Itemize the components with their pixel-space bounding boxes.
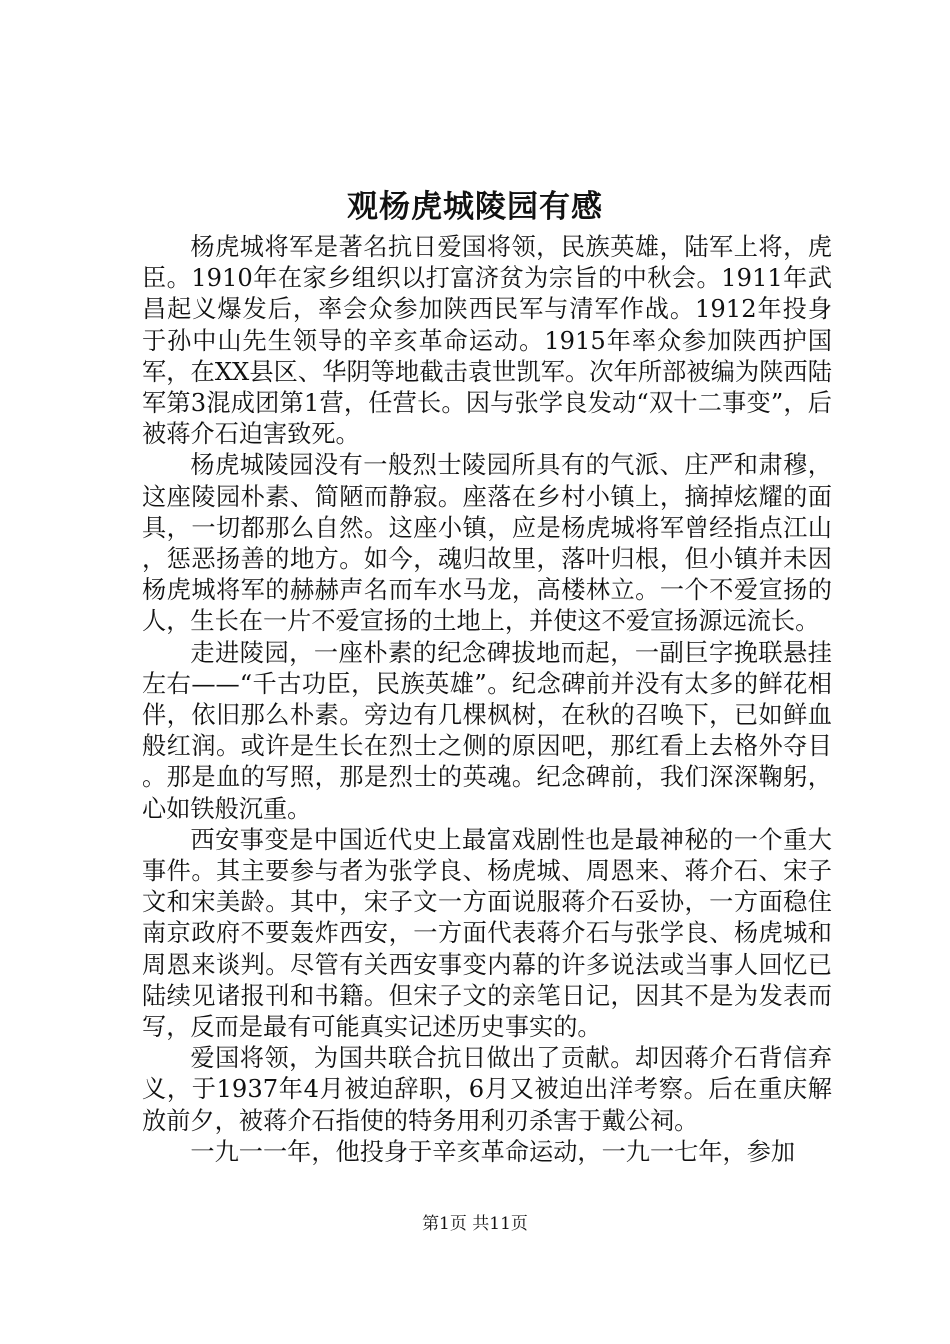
document-title: 观杨虎城陵园有感 <box>347 189 603 225</box>
document-body <box>142 232 832 1168</box>
paragraph: 爱国将领，为国共联合抗日做出了贡献。却因蒋介石背信弃义，于1937年4月被迫辞职，6月又被迫出洋考察。后在重庆解放前夕，被蒋介石指使的特务用利刃杀害于戴公祠。 <box>142 1044 832 1135</box>
paragraph: 杨虎城将军是著名抗日爱国将领，民族英雄，陆军上将，虎臣。1910年在家乡组织以打富济贫为宗旨的中秋会。1911年武昌起义爆发后，率会众参加陕西民军与清军作战。1912年投身于孙中山先生领导的辛亥革命运动。1915年率众参加陕西护国军，在XX县区、华阴等地截击袁世凯军。次年所部被编为陕西陆军第3混成团第1营，任营长。因与张学良发动“双十二事变”，后被蒋介石迫害致死。 <box>142 233 832 449</box>
paragraph: 一九一一年，他投身于辛亥革命运动，一九一七年，参加 <box>190 1137 796 1166</box>
paragraph: 杨虎城陵园没有一般烈士陵园所具有的气派、庄严和肃穆，这座陵园朴素、简陋而静寂。座落在乡村小镇上，摘掉炫耀的面具，一切都那么自然。这座小镇，应是杨虎城将军曾经指点江山，惩恶扬善的地方。如今，魂归故里，落叶归根，但小镇并未因杨虎城将军的赫赫声名而车水马龙，高楼林立。一个不爱宣扬的人，生长在一片不爱宣扬的土地上，并使这不爱宣扬源远流长。 <box>142 451 832 636</box>
page-footer-label: 第1页 共11页 <box>422 1214 528 1234</box>
paragraph: 西安事变是中国近代史上最富戏剧性也是最神秘的一个重大事件。其主要参与者为张学良、杨虎城、周恩来、蒋介石、宋子文和宋美龄。其中，宋子文一方面说服蒋介石妥协，一方面稳住南京政府不要轰炸西安，一方面代表蒋介石与张学良、杨虎城和周恩来谈判。尽管有关西安事变内幕的许多说法或当事人回忆已陆续见诸报刊和书籍。但宋子文的亲笔日记，因其不是为发表而写，反而是最有可能真实记述历史事实的。 <box>142 825 832 1042</box>
paragraph: 走进陵园，一座朴素的纪念碑拔地而起，一副巨字挽联悬挂左右——“千古功臣，民族英雄”。纪念碑前并没有太多的鲜花相伴，依旧那么朴素。旁边有几棵枫树，在秋的召唤下，已如鲜血般红润。或许是生长在烈士之侧的原因吧，那红看上去格外夺目。那是血的写照，那是烈士的英魂。纪念碑前，我们深深鞠躬，心如铁般沉重。 <box>142 638 832 823</box>
